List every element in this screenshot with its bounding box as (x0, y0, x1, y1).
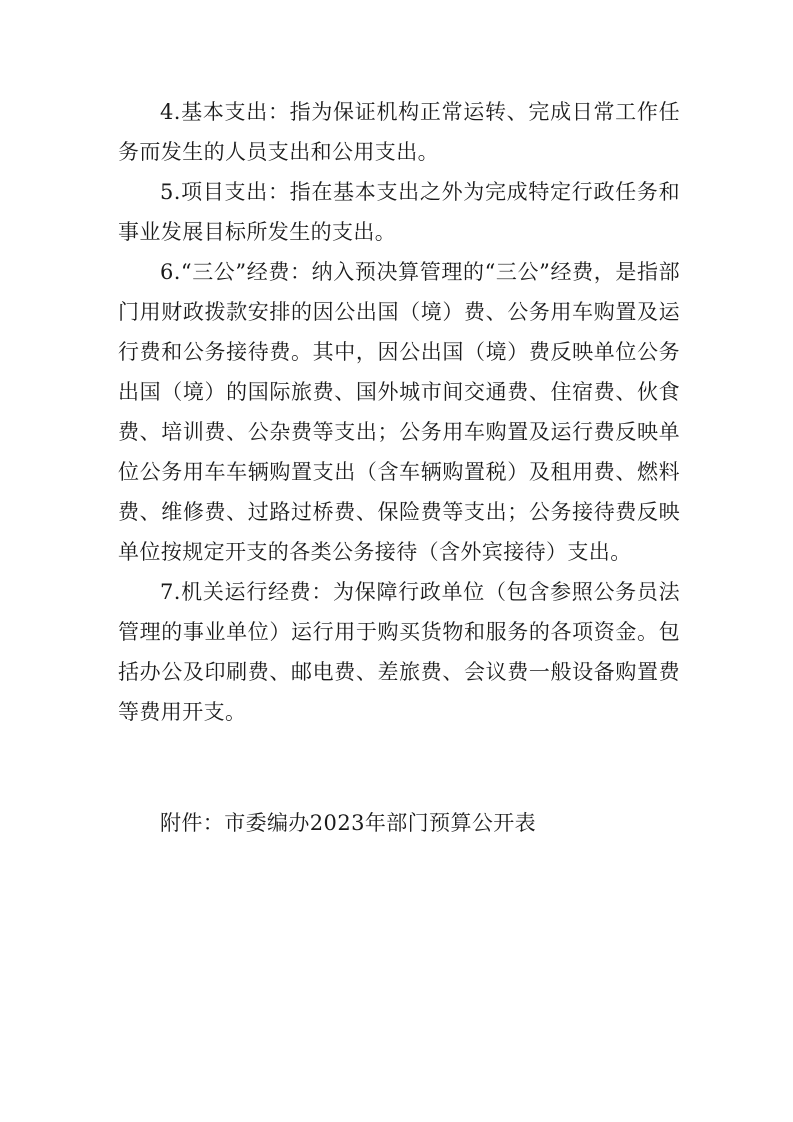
document-body (118, 92, 680, 732)
paragraph-basic-expenditure: 4.基本支出：指为保证机构正常运转、完成日常工作任务而发生的人员支出和公用支出。 (118, 100, 680, 164)
paragraph-three-public-expenses: 6.“三公”经费：纳入预决算管理的“三公”经费，是指部门用财政拨款安排的因公出国（境）费、公务用车购置及运行费和公务接待费。其中，因公出国（境）费反映单位公务出国（境）的国际旅费、国外城市间交通费、住宿费、伙食费、培训费、公杂费等支出；公务用车购置及运行费反映单位公务用车车辆购置支出（含车辆购置税）及租用费、燃料费、维修费、过路过桥费、保险费等支出；公务接待费反映单位按规定开支的各类公务接待（含外宾接待）支出。 (118, 260, 680, 564)
paragraph-operating-expenses: 7.机关运行经费：为保障行政单位（包含参照公务员法管理的事业单位）运行用于购买货物和服务的各项资金。包括办公及印刷费、邮电费、差旅费、会议费一般设备购置费等费用开支。 (118, 580, 680, 724)
paragraph-project-expenditure: 5.项目支出：指在基本支出之外为完成特定行政任务和事业发展目标所发生的支出。 (118, 180, 680, 244)
attachment-note: 附件：市委编办2023年部门预算公开表 (160, 811, 537, 835)
